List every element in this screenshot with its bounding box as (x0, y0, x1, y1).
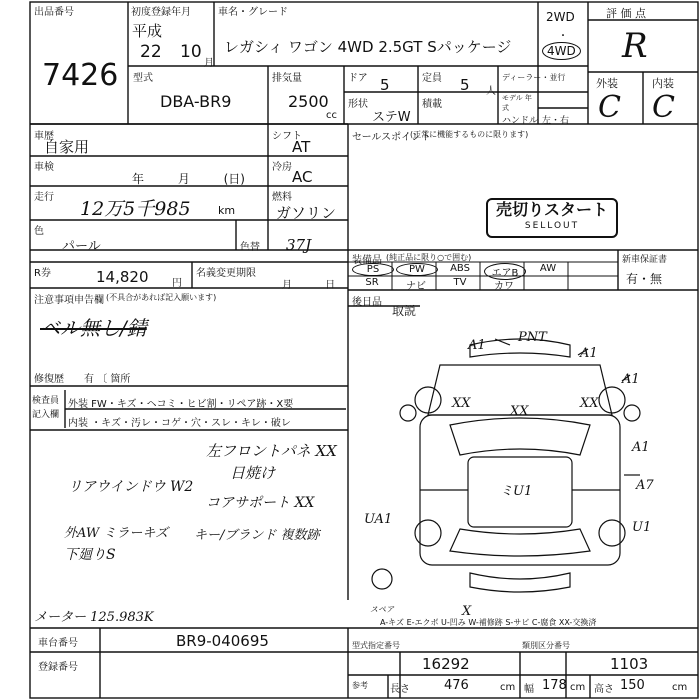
equipment-item: TV (453, 277, 467, 288)
displacement-value: 2500 (288, 92, 329, 111)
drive-dot: ・ (558, 31, 568, 42)
equipment-item: PW (396, 263, 438, 276)
length-value: 476 (444, 678, 469, 693)
shape-value: ステW (372, 110, 411, 125)
height-unit: cm (672, 682, 688, 693)
yen-unit: 円 (172, 278, 182, 289)
chassis-label: 車台番号 (38, 638, 78, 649)
doors-value: 5 (380, 76, 390, 94)
equipment-item: ABS (450, 263, 470, 274)
equipment-item: カワ (494, 281, 514, 292)
diagram-mark: A1 (632, 440, 650, 455)
handle-options: 左・右 (542, 116, 570, 126)
ac-label: 冷房 (272, 162, 292, 173)
reg-number-label: 登録番号 (38, 662, 78, 673)
shift-label: シフト (272, 131, 302, 142)
inspection-date: 年 月 (日) (132, 172, 245, 186)
stamp-main: 売切りスタート (496, 200, 609, 219)
registration-date: 月 日 (282, 280, 336, 291)
fuel-label: 燃料 (272, 192, 292, 203)
class-label: 類別区分番号 (522, 641, 570, 650)
sales-point-sub: (正常に機能するものに限ります) (410, 130, 529, 139)
stamp-sub: SELLOUT (524, 221, 580, 231)
length-label: 長さ (390, 684, 410, 695)
color-label: 色 (34, 226, 44, 237)
grade-label: 評 価 点 (606, 7, 646, 20)
diagram-mark: UA1 (364, 512, 393, 527)
diagram-mark: PNT (518, 330, 547, 345)
reg-year: 22 (140, 42, 162, 62)
dealer-label: ディーラー・並行 (502, 73, 566, 82)
ext-label: 外装 (596, 77, 618, 90)
person-unit: 人 (486, 86, 496, 97)
int-label: 内装 (652, 77, 674, 90)
rear-seat-value: 取説 (392, 304, 417, 318)
diagram-mark: U1 (632, 520, 652, 535)
notes-text: ベル無し/錆 (40, 316, 147, 340)
diagram-mark: X (462, 604, 472, 619)
capacity-value: 5 (460, 76, 470, 94)
inspect-label: 検査員 記入欄 (32, 396, 60, 420)
inspect-int: 内装 ・キズ・汚レ・コゲ・穴・スレ・キレ・破レ (68, 418, 291, 429)
km-unit: km (218, 204, 236, 217)
car-name: レガシィ ワゴン 4WD 2.5GT Sパッケージ (224, 38, 512, 56)
hand-note-1: 左フロントパネ XX (206, 442, 337, 460)
model-year-label: モデル 年式 (502, 94, 532, 112)
new-warranty-label: 新車保証書 (622, 255, 668, 265)
rear-seat-label: 後日品 (352, 297, 382, 308)
fuel-value: ガソリン (276, 204, 337, 222)
diagram-mark: A1 (580, 346, 598, 361)
class-number: 1103 (610, 655, 649, 673)
sales-point-label: セールスポイント (352, 132, 432, 143)
hand-note-4: コアサポート XX (206, 495, 315, 511)
width-unit: cm (570, 682, 586, 693)
color-code: 37J (286, 236, 312, 254)
equipment-item: SR (365, 277, 379, 288)
recycle-fee: 14,820 (96, 268, 149, 286)
ac-value: AC (292, 168, 313, 186)
diagram-mark: ミU1 (500, 484, 533, 499)
grade-value: R (622, 26, 648, 66)
month-unit: 月 (204, 58, 214, 69)
load-label: 積載 (422, 99, 442, 110)
repair-label: 修復歴 (34, 374, 64, 385)
capacity-label: 定員 (422, 73, 442, 84)
shape-label: 形状 (348, 99, 368, 110)
shift-value: AT (292, 138, 311, 156)
notes-label: 注意事項申告欄 (34, 295, 104, 306)
displacement-label: 排気量 (272, 73, 302, 84)
reference-label: 参考 (352, 681, 368, 690)
model-value: DBA-BR9 (160, 92, 232, 111)
use-value: 自家用 (44, 138, 90, 156)
diagram-mark: A1 (468, 338, 486, 353)
era: 平成 (132, 22, 163, 40)
hand-note-8: メーター 125.983K (34, 610, 154, 625)
car-name-label: 車名・グレード (218, 7, 288, 18)
equipment-item: AW (539, 263, 557, 274)
ext-grade: C (598, 90, 621, 125)
width-value: 178 (542, 678, 567, 693)
hand-note-7: 下廻りS (64, 547, 116, 563)
equipment-item: PS (352, 263, 394, 276)
sellout-stamp (486, 198, 618, 238)
hand-note-5: 外AW ミラーキズ (64, 526, 169, 541)
length-unit: cm (500, 682, 516, 693)
handle-label: ハンドル (502, 116, 539, 126)
reg-year-label: 初度登録年月 (131, 7, 191, 18)
legend: A-キズ E-エクボ U-凹み W-補修跡 S-サビ C-腐食 XX-交換済 (380, 618, 597, 627)
drive-4wd-circled: 4WD (542, 42, 581, 60)
type-designation-value: 16292 (422, 655, 470, 673)
equipment-item: ナビ (406, 281, 426, 292)
type-designation-label: 型式指定番号 (352, 641, 400, 650)
color-value: パール (62, 239, 101, 254)
diagram-mark: A7 (636, 478, 654, 493)
int-grade: C (652, 90, 675, 125)
width-label: 幅 (524, 684, 534, 695)
model-label: 型式 (133, 73, 153, 84)
cc-unit: cc (326, 110, 337, 121)
color-change-label: 色替 (240, 242, 260, 253)
notes-sub: (不具合があれば記入願います) (106, 293, 217, 302)
diagram-mark: XX (452, 396, 471, 411)
drive-2wd: 2WD (546, 10, 575, 24)
lot-label: 出品番号 (34, 7, 74, 18)
diagram-mark: XX (510, 404, 529, 419)
equipment-item: エアB (484, 263, 526, 280)
warranty-options: 有・無 (626, 272, 663, 286)
height-value: 150 (620, 678, 645, 693)
repair-value: 有 〔 箇所 (84, 374, 131, 385)
hand-note-2: 日焼け (230, 464, 276, 482)
inspect-ext: 外装 FW・キズ・ヘコミ・ヒビ割・リペア跡・X要 (68, 399, 294, 410)
doors-label: ドア (348, 73, 368, 84)
reg-month: 10 (180, 42, 202, 62)
chassis-number: BR9-040695 (176, 632, 269, 650)
mileage-label: 走行 (34, 192, 54, 203)
diagram-mark: XX (580, 396, 599, 411)
hand-note-3: リアウインドウ W2 (68, 479, 194, 495)
inspection-label: 車検 (34, 162, 54, 173)
equipment-label: 装備品 (352, 255, 382, 266)
diagram-mark: A1 (622, 372, 640, 387)
lot-number: 7426 (42, 58, 119, 93)
car-damage-diagram (350, 325, 695, 620)
registration-label: 名義変更期限 (196, 268, 256, 279)
use-label: 車歴 (34, 131, 54, 142)
hand-note-6: キー/ブランド 複数跡 (194, 528, 320, 543)
diagram-mark: スペア (370, 605, 394, 614)
mileage-value: 12万5千985 (80, 198, 191, 220)
recycle-label: R券 (34, 268, 51, 279)
height-label: 高さ (594, 684, 614, 695)
equipment-sub: (純正品に限り○で囲む) (386, 253, 472, 262)
